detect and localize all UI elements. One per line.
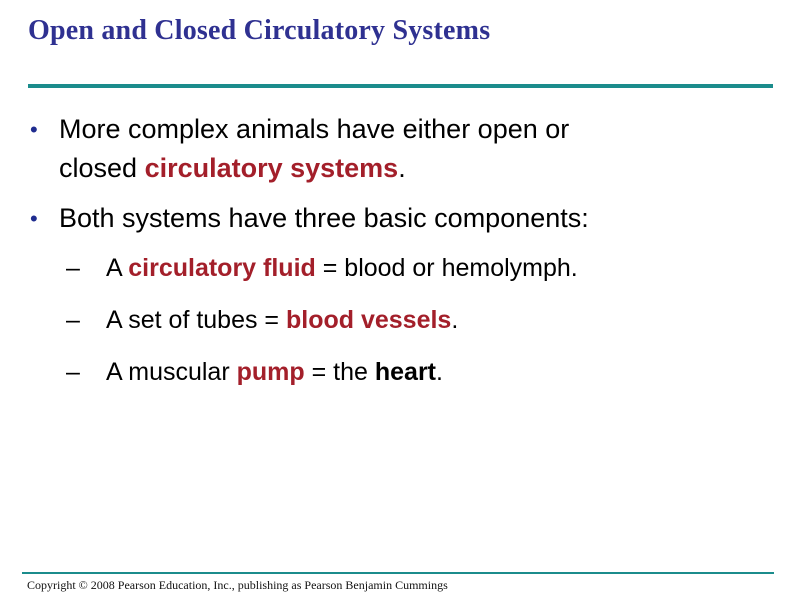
bullet-dot-icon: • (30, 206, 38, 231)
bullet-list (28, 110, 768, 249)
slide-title: Open and Closed Circulatory Systems (28, 15, 491, 46)
copyright-notice: Copyright © 2008 Pearson Education, Inc., publishing as Pearson Benjamin Cummings (27, 578, 448, 592)
bullet-dot-icon: • (30, 117, 38, 142)
sub-text-end: = blood or hemolymph. (315, 254, 578, 282)
bullet-text-line1: More complex animals have either open or (59, 114, 570, 144)
bullet-text-line2-start: closed (59, 153, 145, 183)
highlight-circulatory-fluid: circulatory fluid (128, 254, 316, 282)
dash-icon: – (66, 306, 80, 334)
bold-heart: heart (374, 358, 436, 386)
sub-bullet-list (28, 253, 768, 409)
highlight-blood-vessels: blood vessels (285, 306, 452, 334)
sub-bullet-circulatory-fluid (28, 253, 768, 283)
highlight-pump: pump (236, 358, 305, 386)
title-divider (28, 84, 773, 88)
footer-divider (22, 572, 774, 574)
bullet-item-three-components (28, 199, 768, 238)
sub-text-middle: = the (304, 358, 375, 386)
bullet-text-line2-end: . (398, 153, 406, 183)
bullet-item-complex-animals (28, 110, 768, 188)
sub-bullet-blood-vessels (28, 305, 768, 335)
dash-icon: – (66, 254, 80, 282)
highlight-circulatory-systems: circulatory systems (144, 153, 399, 183)
sub-bullet-pump-heart (28, 357, 768, 387)
sub-text-start: A muscular (106, 358, 237, 386)
sub-text-start: A set of tubes = (106, 306, 286, 334)
sub-text-start: A (106, 254, 129, 282)
sub-text-end: . (451, 306, 459, 334)
dash-icon: – (66, 358, 80, 386)
bullet-text: Both systems have three basic components: (59, 203, 589, 233)
sub-text-end: . (436, 358, 443, 386)
